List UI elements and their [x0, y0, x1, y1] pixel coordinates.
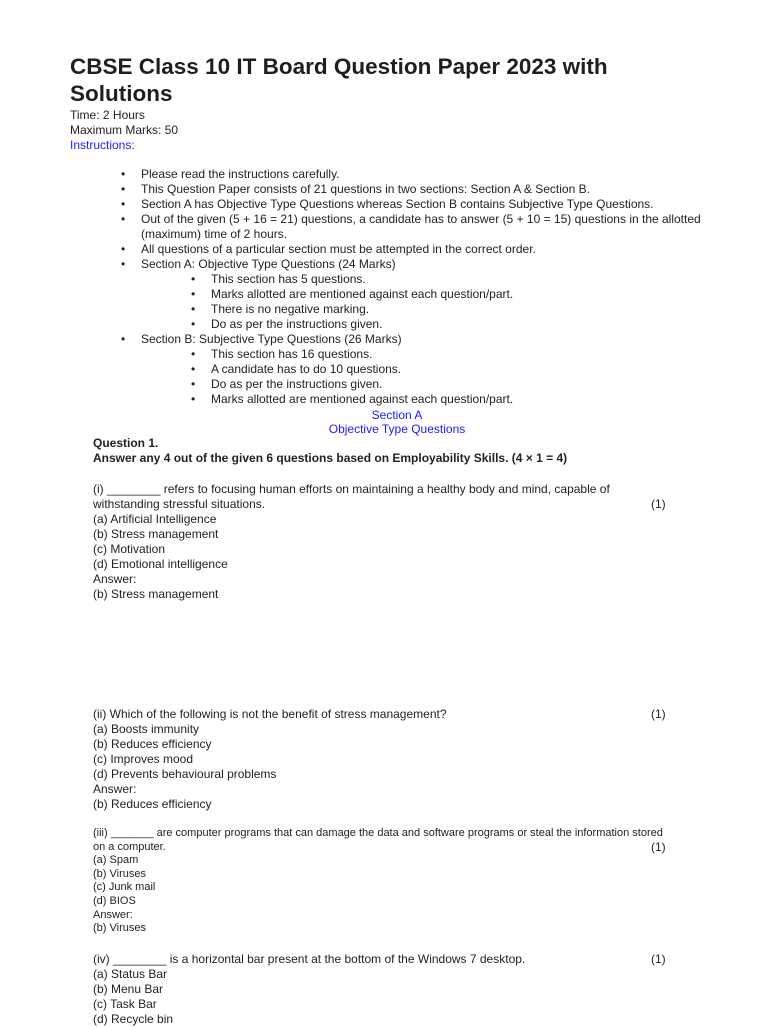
question-mark: (1)	[651, 952, 666, 966]
question-item	[93, 482, 673, 602]
section-b-info	[141, 332, 701, 407]
instructions-label: Instructions:	[70, 138, 135, 152]
option: (a) Boosts immunity	[93, 722, 200, 736]
section-heading: Section A	[371, 408, 423, 422]
option: (b) Reduces efficiency	[93, 737, 212, 751]
option: (c) Improves mood	[93, 752, 194, 766]
question-item	[93, 707, 673, 812]
option: (b) Stress management	[93, 527, 219, 541]
section-a-sublist	[211, 272, 701, 332]
question-mark: (1)	[651, 707, 666, 721]
instruction-item: • This Question Paper consists of 21 questions in two sections: Section A & Section B.	[141, 182, 701, 197]
question-stem: (i) ________ refers to focusing human efforts on maintaining a healthy body and mind, capable of withstanding stressful situations. (1)	[93, 482, 666, 511]
question-mark: (1)	[651, 497, 666, 511]
page-title: CBSE Class 10 IT Board Question Paper 2023 with Solutions	[70, 54, 608, 106]
section-b-item: • This section has 16 questions.	[211, 347, 701, 362]
option: (b) Viruses	[93, 867, 146, 880]
question-stem: (ii) Which of the following is not the benefit of stress management? (1)	[93, 707, 666, 721]
section-a-info	[141, 257, 701, 332]
section-b-item: • Marks allotted are mentioned against each question/part.	[211, 392, 701, 407]
question-instruction: Answer any 4 out of the given 6 questions based on Employability Skills. (4 × 1 = 4)	[93, 451, 568, 465]
section-b-label: Section B: Subjective Type Questions (26 Marks)	[141, 332, 402, 346]
question-stem: (iii) _______ are computer programs that can damage the data and software programs or steal the information stored on a computer. (1)	[93, 827, 666, 854]
section-a-item: • This section has 5 questions.	[211, 272, 701, 287]
instruction-item: • Section A has Objective Type Questions whereas Section B contains Subjective Type Questions.	[141, 197, 701, 212]
section-b-item: • Do as per the instructions given.	[211, 377, 701, 392]
max-marks-info: Maximum Marks: 50	[70, 123, 179, 137]
answer-label: Answer:	[93, 782, 137, 796]
section-subheading: Objective Type Questions	[328, 422, 466, 436]
option: (d) Recycle bin	[93, 1012, 174, 1026]
section-a-item: • Marks allotted are mentioned against each question/part.	[211, 287, 701, 302]
answer-label: Answer:	[93, 572, 137, 586]
instruction-item: • Please read the instructions carefully.	[141, 167, 701, 182]
option: (c) Motivation	[93, 542, 166, 556]
question-label: Question 1.	[93, 436, 159, 450]
time-info: Time: 2 Hours	[70, 108, 145, 122]
option: (d) Emotional intelligence	[93, 557, 228, 571]
option: (d) Prevents behavioural problems	[93, 767, 277, 781]
section-b-sublist	[211, 347, 701, 407]
instructions-list	[141, 167, 701, 407]
section-a-label: Section A: Objective Type Questions (24 Marks)	[141, 257, 396, 271]
answer: (b) Viruses	[93, 922, 146, 935]
instruction-item: • All questions of a particular section must be attempted in the correct order.	[141, 242, 701, 257]
option: (a) Status Bar	[93, 967, 168, 981]
answer: (b) Stress management	[93, 587, 219, 601]
question-item	[93, 827, 673, 936]
option: (b) Menu Bar	[93, 982, 164, 996]
question-mark: (1)	[651, 839, 666, 854]
option: (c) Junk mail	[93, 881, 156, 894]
section-a-item: • Do as per the instructions given.	[211, 317, 701, 332]
answer-label: Answer:	[93, 908, 133, 921]
section-b-item: • A candidate has to do 10 questions.	[211, 362, 701, 377]
question-stem: (iv) ________ is a horizontal bar present at the bottom of the Windows 7 desktop. (1)	[93, 952, 666, 966]
option: (a) Artificial Intelligence	[93, 512, 217, 526]
section-a-item: • There is no negative marking.	[211, 302, 701, 317]
answer: (b) Reduces efficiency	[93, 797, 212, 811]
instruction-item: • Out of the given (5 + 16 = 21) questions, a candidate has to answer (5 + 10 = 15) questions in the allotted (maximum) time of 2 hours.	[141, 212, 701, 242]
option: (c) Task Bar	[93, 997, 157, 1011]
question-item	[93, 952, 673, 1027]
option: (d) BIOS	[93, 894, 136, 907]
option: (a) Spam	[93, 854, 139, 867]
